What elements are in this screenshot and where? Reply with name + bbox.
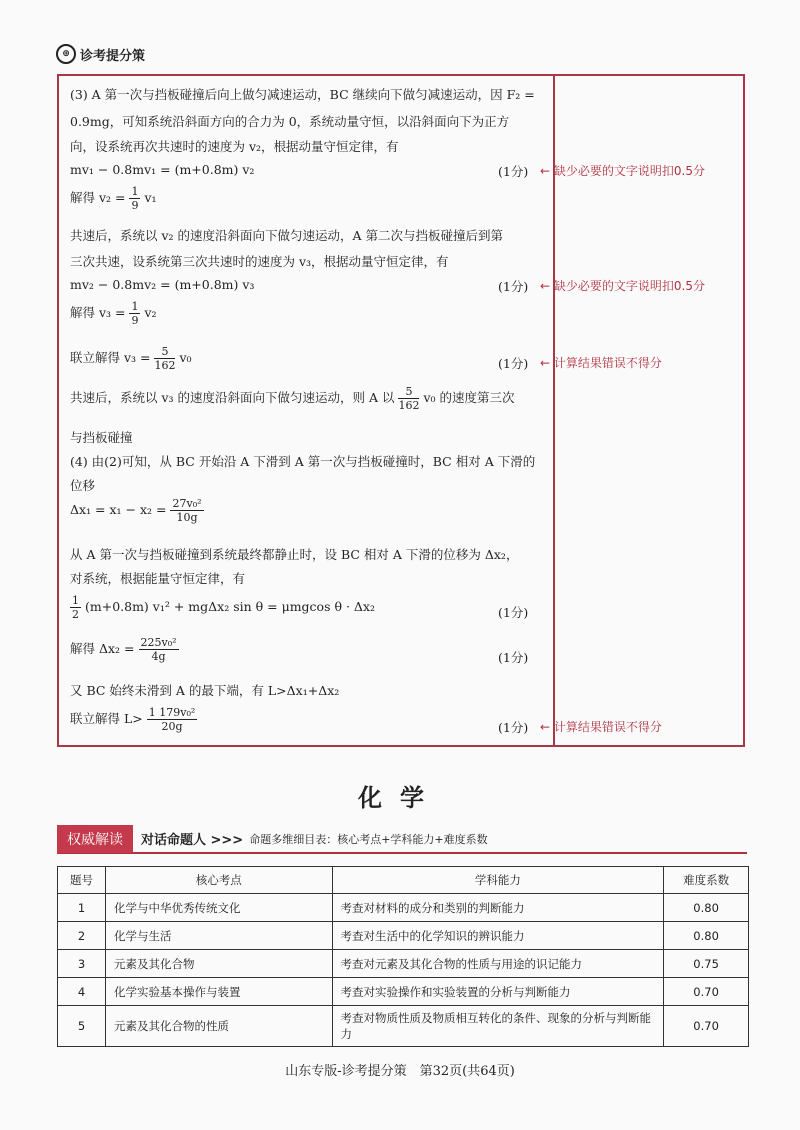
table-cell: 3	[58, 950, 106, 978]
text-line: 0.9mg，可知系统沿斜面方向的合力为 0，系统动量守恒，以沿斜面向下为正方	[70, 114, 510, 129]
table-cell: 考查对生活中的化学知识的辨识能力	[332, 922, 664, 950]
table-cell: 化学与生活	[105, 922, 332, 950]
fraction: $\frac{5}{162}$	[398, 385, 420, 412]
table-cell: 0.70	[664, 1006, 749, 1047]
annotation-note: ← 缺少必要的文字说明扣0.5分	[540, 164, 705, 178]
table-row	[58, 1006, 749, 1047]
table-row	[58, 894, 749, 922]
equation: 解得 v₃ = $\frac{1}{9}$ v₂	[70, 300, 157, 327]
table-cell: 0.80	[664, 894, 749, 922]
banner-subtitle: 对话命题人 >>>	[141, 833, 244, 848]
equation: $\frac{1}{2}$ (m+0.8m) v₁² + mgΔx₂ sin θ = μmgcos θ · Δx₂	[72, 594, 375, 621]
score-mark: (1分)	[498, 720, 529, 735]
brand-logo-icon: ⊕	[56, 44, 76, 64]
banner-description: 命题多维细目表：核心考点+学科能力+难度系数	[249, 832, 488, 846]
table-row	[58, 922, 749, 950]
section-banner	[57, 825, 747, 854]
column-header: 学科能力	[332, 867, 664, 894]
score-mark: (1分)	[498, 164, 529, 179]
equation: mv₁ − 0.8mv₁ = (m+0.8m) v₂	[70, 162, 255, 177]
table-header	[58, 867, 749, 894]
table-cell: 考查对元素及其化合物的性质与用途的识记能力	[332, 950, 664, 978]
fraction: $\frac{1}{9}$	[131, 185, 139, 212]
fraction: $\frac{1}{2}$	[72, 594, 79, 621]
table-cell: 化学与中华优秀传统文化	[105, 894, 332, 922]
text-line: 共速后，系统以 v₂ 的速度沿斜面向下做匀速运动，A 第二次与挡板碰撞后到第	[70, 228, 504, 243]
score-mark: (1分)	[498, 650, 529, 665]
text-line: 向，设系统再次共速时的速度为 v₂，根据动量守恒定律，有	[70, 139, 399, 154]
table-cell: 化学实验基本操作与装置	[105, 978, 332, 1006]
equation: Δx₁ = x₁ − x₂ = $\frac{\text{27v₀²}}{10g}$	[70, 497, 202, 524]
brand	[56, 44, 145, 64]
brand-text: 诊考提分策	[80, 48, 146, 64]
text-line: 共速后，系统以 v₃ 的速度沿斜面向下做匀速运动，则 A 以 $\frac{5}{162}$ v₀ 的速度第三次	[70, 385, 515, 412]
fraction: $\frac{\text{27v₀²}}{10g}$	[172, 497, 202, 524]
fraction: $\frac{\text{1 179v₀²}}{20g}$	[148, 706, 196, 733]
table-cell: 考查对实验操作和实验装置的分析与判断能力	[332, 978, 664, 1006]
fraction: $\frac{1}{9}$	[131, 300, 139, 327]
table-cell: 元素及其化合物	[105, 950, 332, 978]
text-line: 位移	[70, 478, 96, 493]
text-line: 与挡板碰撞	[70, 430, 133, 445]
annotation-note: ← 计算结果错误不得分	[540, 356, 662, 370]
equation: mv₂ − 0.8mv₂ = (m+0.8m) v₃	[70, 277, 255, 292]
text-line: 对系统，根据能量守恒定律，有	[70, 571, 246, 586]
table-row	[58, 950, 749, 978]
table-cell: 0.75	[664, 950, 749, 978]
column-header: 难度系数	[664, 867, 749, 894]
text-line: 又 BC 始终未滑到 A 的最下端，有 L>Δx₁+Δx₂	[70, 683, 340, 698]
annotation-note: ← 计算结果错误不得分	[540, 720, 662, 734]
topic-table	[57, 866, 749, 1047]
column-header: 题号	[58, 867, 106, 894]
banner-badge: 权威解读	[57, 825, 133, 853]
text-line: (4) 由(2)可知，从 BC 开始沿 A 下滑到 A 第一次与挡板碰撞时，BC 相对 A 下滑的	[70, 454, 536, 469]
text-line: 从 A 第一次与挡板碰撞到系统最终都静止时，设 BC 相对 A 下滑的位移为 Δx₂，	[70, 547, 519, 562]
table-cell: 考查对材料的成分和类别的判断能力	[332, 894, 664, 922]
column-header: 核心考点	[105, 867, 332, 894]
text-line: 三次共速，设系统第三次共速时的速度为 v₃，根据动量守恒定律，有	[70, 254, 449, 269]
text-line: (3) A 第一次与挡板碰撞后向上做匀减速运动，BC 继续向下做匀减速运动，因 F₂ =	[70, 87, 535, 102]
page-footer: 山东专版-诊考提分策 第32页(共64页)	[285, 1064, 515, 1079]
table-cell: 4	[58, 978, 106, 1006]
table-cell: 1	[58, 894, 106, 922]
table-cell: 0.70	[664, 978, 749, 1006]
equation: 解得 Δx₂ = $\frac{\text{225v₀²}}{4g}$	[70, 636, 177, 663]
equation: 解得 v₂ = $\frac{1}{9}$ v₁	[70, 185, 157, 212]
table-cell: 2	[58, 922, 106, 950]
equation: 联立解得 v₃ = $\frac{5}{162}$ v₀	[70, 345, 192, 372]
score-mark: (1分)	[498, 356, 529, 371]
table-cell: 元素及其化合物的性质	[105, 1006, 332, 1047]
score-mark: (1分)	[498, 605, 529, 620]
table-cell: 考查对物质性质及物质相互转化的条件、现象的分析与判断能力	[332, 1006, 664, 1047]
table-cell: 5	[58, 1006, 106, 1047]
annotation-note: ← 缺少必要的文字说明扣0.5分	[540, 279, 705, 293]
section-title: 化学	[358, 784, 442, 812]
fraction: $\frac{\text{225v₀²}}{4g}$	[140, 636, 177, 663]
table-cell: 0.80	[664, 922, 749, 950]
equation: 联立解得 L> $\frac{\text{1 179v₀²}}{20g}$	[70, 706, 196, 733]
table-row	[58, 978, 749, 1006]
score-mark: (1分)	[498, 279, 529, 294]
fraction: $\frac{5}{162}$	[154, 345, 176, 372]
